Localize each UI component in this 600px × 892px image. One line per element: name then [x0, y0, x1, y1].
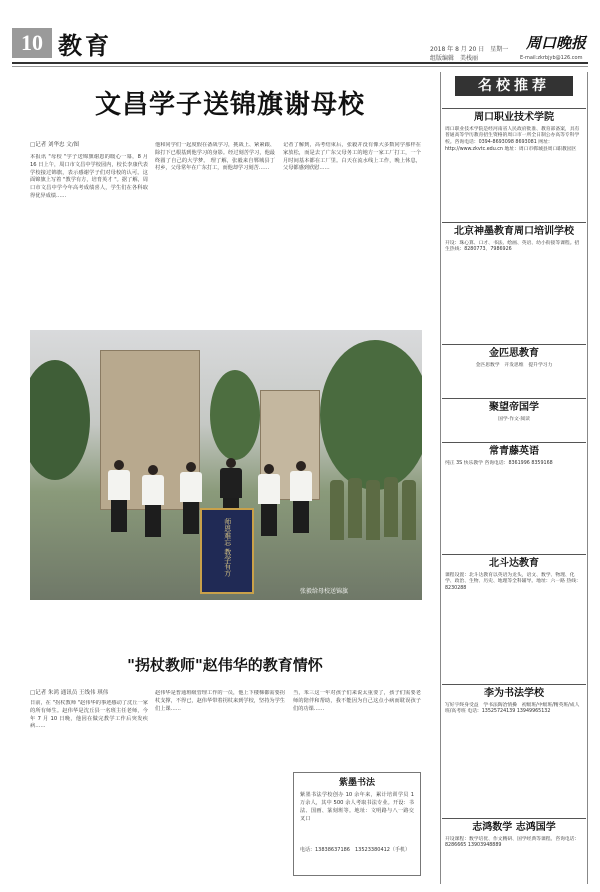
- ad-text: 周口职业技术学院是经河南省人民政府批准、教育部备案，具有普通高等学历教育招生资格的周口市一所全日制公办高等专科学校。咨询电话：0394-8693098 8693081 网址：http://www.zkvtc.edu.cn 地址：周口市郸城县周口职教园区: [445, 126, 580, 153]
- article2-headline: "拐杖教师"赵伟华的教育情怀: [127, 656, 323, 674]
- ad-text: 纯正 3S 快乐教学 咨询电话：8361996 8359168: [445, 460, 553, 466]
- ad-title: 周口职业技术学院: [474, 112, 554, 123]
- soldier-figure: [366, 480, 380, 540]
- article2-column-2: 赵伟华是普通班级管理工作的一员，他上下楼梯都需要拐杖支撑，不得已，赵伟华带着拐杖来到学校，坚持为学生们上课……: [155, 690, 285, 712]
- editors-line: 组版编辑 美栈丽: [430, 55, 479, 62]
- ad-text: 开设：珠心算、口才、书法、绘画、英语、幼小衔接等课程。招生热线：8280773、7986926: [445, 240, 580, 253]
- ad-jinpisi: [442, 344, 586, 396]
- article1-photo: [30, 330, 422, 600]
- soldier-figure: [330, 480, 344, 540]
- person-figure: [290, 461, 312, 533]
- person-figure: [258, 464, 280, 536]
- ad-zhihong: [442, 818, 586, 882]
- banner-text: 师恩难忘 教学有方: [223, 518, 232, 577]
- ad-text: 开设课程：数学培优、作文精研、国学经典等课程。咨询电话：8286665 13903948889: [445, 836, 580, 849]
- ad-zhoukou-vocational: [442, 108, 586, 220]
- person-figure: [180, 462, 202, 534]
- ad-title: 常青藤英语: [489, 446, 539, 457]
- tree: [320, 340, 422, 490]
- shufa-ad: [293, 772, 421, 876]
- shufa-ad-title: 紫墨书法: [338, 778, 375, 788]
- section-title: 教育: [58, 31, 112, 60]
- header-rule: [12, 62, 588, 64]
- ad-juwang: [442, 398, 586, 440]
- soldier-figure: [402, 480, 416, 540]
- article1-column-1: 本报讯 "母校 "学子送锦旗谢恩的暖心一幕，8 月 16 日上午，周口市文昌中学校园内，校长李康代表学校接过锦旗，表示感谢学子们对母校的认可。这面锦旗上写着 "教学有方，培育英才 "。据了解，周口市文昌中学今年高考成绩喜人，学生们在各科取得优异成绩……: [30, 154, 148, 199]
- ad-title: 李为书法学校: [484, 688, 544, 699]
- article1-column-2: 他和同学们一起度假在备战学习，挑战上、紧紧跟、除打下已根基到他学习的身影。经过刻苦学习，他最终圆了自己的大学梦。 理了解，张毅来自郸城县丁村乡，父母常年在广东打工，而他却学习刻苦……: [155, 142, 275, 172]
- article2-byline: □记者 朱鸿 通讯员 王线伟 琪伟: [30, 690, 109, 696]
- ad-title: 北京神墨教育周口培训学校: [454, 226, 574, 237]
- article2-column-1: 日前，在 "拐杖教师 "赵伟华的事迹感动了沈丘一家的所有师生。赵伟华是沈丘县一名班主任老师，今年 7 月 10 日晚，他因在做完教学工作后突发疾病……: [30, 700, 148, 730]
- article1-headline: 文昌学子送锦旗谢母校: [94, 90, 365, 120]
- panel-title: 名校推荐: [455, 76, 573, 96]
- shufa-ad-text: 紫墨书法学校创办 10 余年来，累计培训学员 1 万余人，其中 500 余人考取书法专业。开设：书法、国画、篆刻班等。地址：文明路与八一路交叉口: [300, 792, 414, 822]
- person-figure: [142, 465, 164, 537]
- ad-shenmo: [442, 222, 586, 342]
- ad-changqingteng: [442, 442, 586, 552]
- ad-text: 写好字终身受益 学书法陶冶情操 初级班/中级班/精英班/成人班/高考班 电话：13525724139 13949965132: [445, 702, 580, 715]
- photo-caption: 张毅给母校送锦旗: [300, 588, 349, 595]
- ad-title: 金匹思教育: [489, 348, 539, 359]
- tree: [210, 370, 260, 460]
- issue-date: 2018 年 8 月 20 日 星期一: [430, 46, 509, 53]
- article1-column-3: 记者了解到，高考结束后，张毅并没有像大多数同学那样在家放松，而是去了广东父母务工的地方一家工厂打工，一个月时间基本都在工厂里。白天在流水线上工作，晚上休息，父母都感到欣慰……: [283, 142, 421, 172]
- header-rule-thin: [12, 66, 588, 67]
- ad-title: 志鸿数学 志鸿国学: [472, 822, 556, 833]
- soldier-figure: [348, 478, 362, 538]
- honor-banner: [200, 508, 254, 594]
- ad-liwei-calligraphy: [442, 684, 586, 816]
- ad-title: 聚望帝国学: [489, 402, 539, 413]
- tree: [30, 360, 90, 480]
- article1-byline: □记者 刘华忠 文/图: [30, 142, 80, 148]
- newspaper-logo: 周口晚报: [526, 34, 587, 52]
- ad-text: 金匹思数学 开发思维 提升学习力: [475, 362, 553, 368]
- ad-beidouda: [442, 554, 586, 682]
- page-number: 10: [12, 28, 52, 58]
- ad-text: 国学·作文·阅读: [498, 416, 530, 422]
- article2-column-3: 当，苯三这一年对孩子们来说太重要了，孩子们需要老师的陪伴和帮助，我不能因为自己这点小病而耽误孩子们的功课……: [293, 690, 421, 712]
- email-address: E-mail:zkrbjyb@126.com: [520, 55, 583, 61]
- soldier-figure: [384, 477, 398, 537]
- shufa-ad-phone: 电话：13838637186 13523380412（手机）: [300, 847, 410, 854]
- person-figure: [108, 460, 130, 532]
- ad-title: 北斗达教育: [489, 558, 539, 569]
- ad-text: 课程设置：北斗达教育以英语为龙头，语文、数学、物理、化学、政治、生物、历史、地理等全科辅导。地址：六一路 热线：8230288: [445, 572, 581, 592]
